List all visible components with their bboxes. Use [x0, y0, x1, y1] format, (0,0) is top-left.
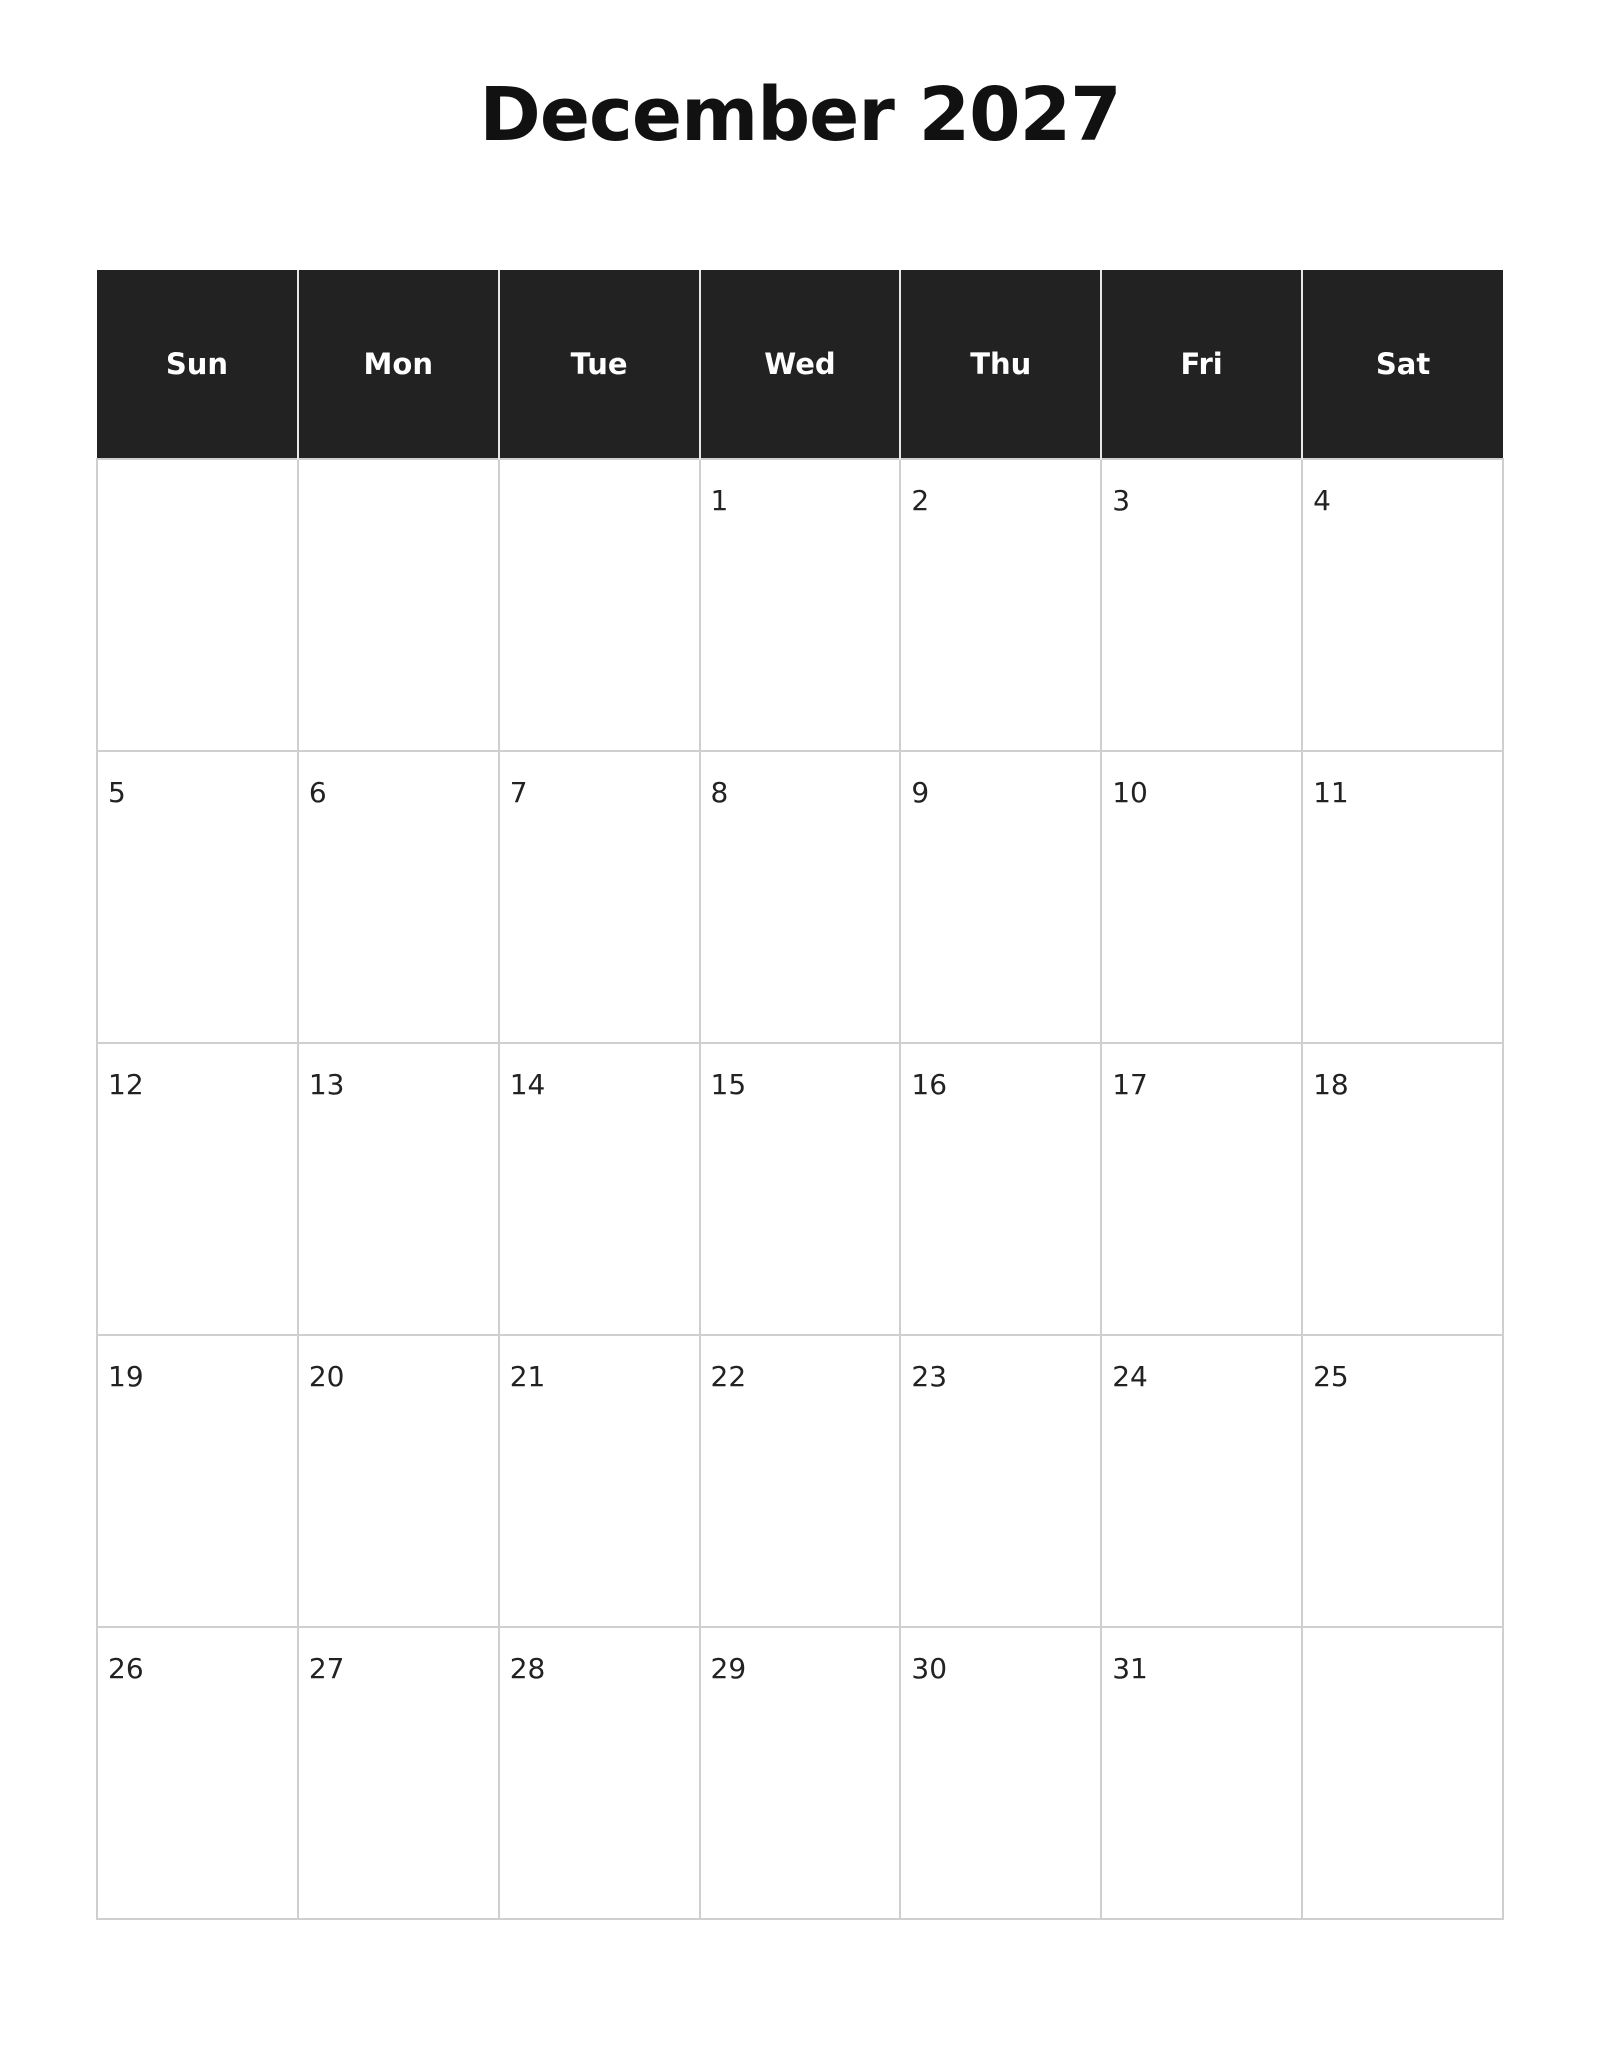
- day-cell: [1101, 1335, 1302, 1627]
- day-cell: [97, 1627, 298, 1919]
- day-cell: [1302, 1043, 1503, 1335]
- weekday-header-row: [97, 270, 1503, 459]
- day-cell: [1101, 459, 1302, 751]
- day-number: 15: [710, 1068, 747, 1101]
- day-number: 24: [1112, 1360, 1148, 1393]
- day-number: 10: [1112, 776, 1148, 809]
- day-cell: [700, 1335, 901, 1627]
- day-number: [500, 460, 699, 484]
- day-cell: [97, 459, 298, 751]
- week-row: [97, 1627, 1503, 1919]
- day-cell: [700, 751, 901, 1043]
- day-cell: [900, 1627, 1101, 1919]
- day-number: 8: [710, 776, 729, 809]
- day-cell: [900, 1335, 1101, 1627]
- day-cell: [900, 751, 1101, 1043]
- day-number: [299, 460, 498, 484]
- day-cell: [97, 751, 298, 1043]
- day-cell: [499, 751, 700, 1043]
- weekday-header-mon: Mon: [298, 270, 499, 459]
- day-cell: [1101, 1627, 1302, 1919]
- day-number: 4: [1313, 484, 1331, 517]
- day-number: 27: [308, 1652, 345, 1685]
- day-number: 29: [710, 1652, 747, 1685]
- day-number: 14: [509, 1068, 546, 1101]
- day-number: 26: [108, 1652, 144, 1685]
- day-cell: [1302, 751, 1503, 1043]
- day-cell: [700, 1043, 901, 1335]
- day-cell: [298, 751, 499, 1043]
- day-number: 31: [1112, 1652, 1148, 1685]
- day-cell: [499, 1335, 700, 1627]
- day-cell: [298, 1335, 499, 1627]
- day-number: 19: [108, 1360, 144, 1393]
- weekday-header-fri: Fri: [1101, 270, 1302, 459]
- day-cell: [1302, 1335, 1503, 1627]
- day-number: 3: [1112, 484, 1131, 517]
- day-number: 20: [308, 1360, 345, 1393]
- day-cell: [499, 459, 700, 751]
- day-number: 12: [108, 1068, 144, 1101]
- weekday-header-tue: Tue: [499, 270, 700, 459]
- day-cell: [97, 1335, 298, 1627]
- day-cell: [1302, 1627, 1503, 1919]
- day-cell: [298, 1043, 499, 1335]
- day-number: 30: [911, 1652, 948, 1685]
- month-grid: [96, 270, 1504, 1920]
- day-cell: [700, 1627, 901, 1919]
- day-cell: [900, 459, 1101, 751]
- day-cell: [97, 1043, 298, 1335]
- weekday-header-thu: Thu: [900, 270, 1101, 459]
- day-cell: [1101, 751, 1302, 1043]
- day-number: 7: [509, 776, 528, 809]
- weekday-header-sat: Sat: [1302, 270, 1503, 459]
- day-cell: [1101, 1043, 1302, 1335]
- day-cell: [298, 459, 499, 751]
- week-row: [97, 751, 1503, 1043]
- day-number: 28: [509, 1652, 546, 1685]
- weekday-header-wed: Wed: [700, 270, 901, 459]
- day-number: 2: [911, 484, 930, 517]
- day-number: 18: [1313, 1068, 1349, 1101]
- week-row: [97, 1335, 1503, 1627]
- day-cell: [1302, 459, 1503, 751]
- day-number: [1303, 1628, 1502, 1652]
- week-row: [97, 459, 1503, 751]
- day-number: 22: [710, 1360, 747, 1393]
- day-number: [98, 460, 297, 484]
- week-row: [97, 1043, 1503, 1335]
- day-number: 21: [509, 1360, 546, 1393]
- day-number: 13: [308, 1068, 345, 1101]
- weekday-header-sun: Sun: [97, 270, 298, 459]
- day-number: 1: [710, 484, 729, 517]
- day-number: 6: [308, 776, 327, 809]
- day-cell: [298, 1627, 499, 1919]
- day-cell: [499, 1043, 700, 1335]
- day-number: 5: [108, 776, 126, 809]
- day-number: 25: [1313, 1360, 1349, 1393]
- calendar-title: December 2027: [479, 72, 1121, 158]
- day-number: 9: [911, 776, 930, 809]
- day-cell: [499, 1627, 700, 1919]
- day-number: 17: [1112, 1068, 1148, 1101]
- day-cell: [900, 1043, 1101, 1335]
- day-number: 23: [911, 1360, 948, 1393]
- day-number: 16: [911, 1068, 948, 1101]
- day-number: 11: [1313, 776, 1349, 809]
- day-cell: [700, 459, 901, 751]
